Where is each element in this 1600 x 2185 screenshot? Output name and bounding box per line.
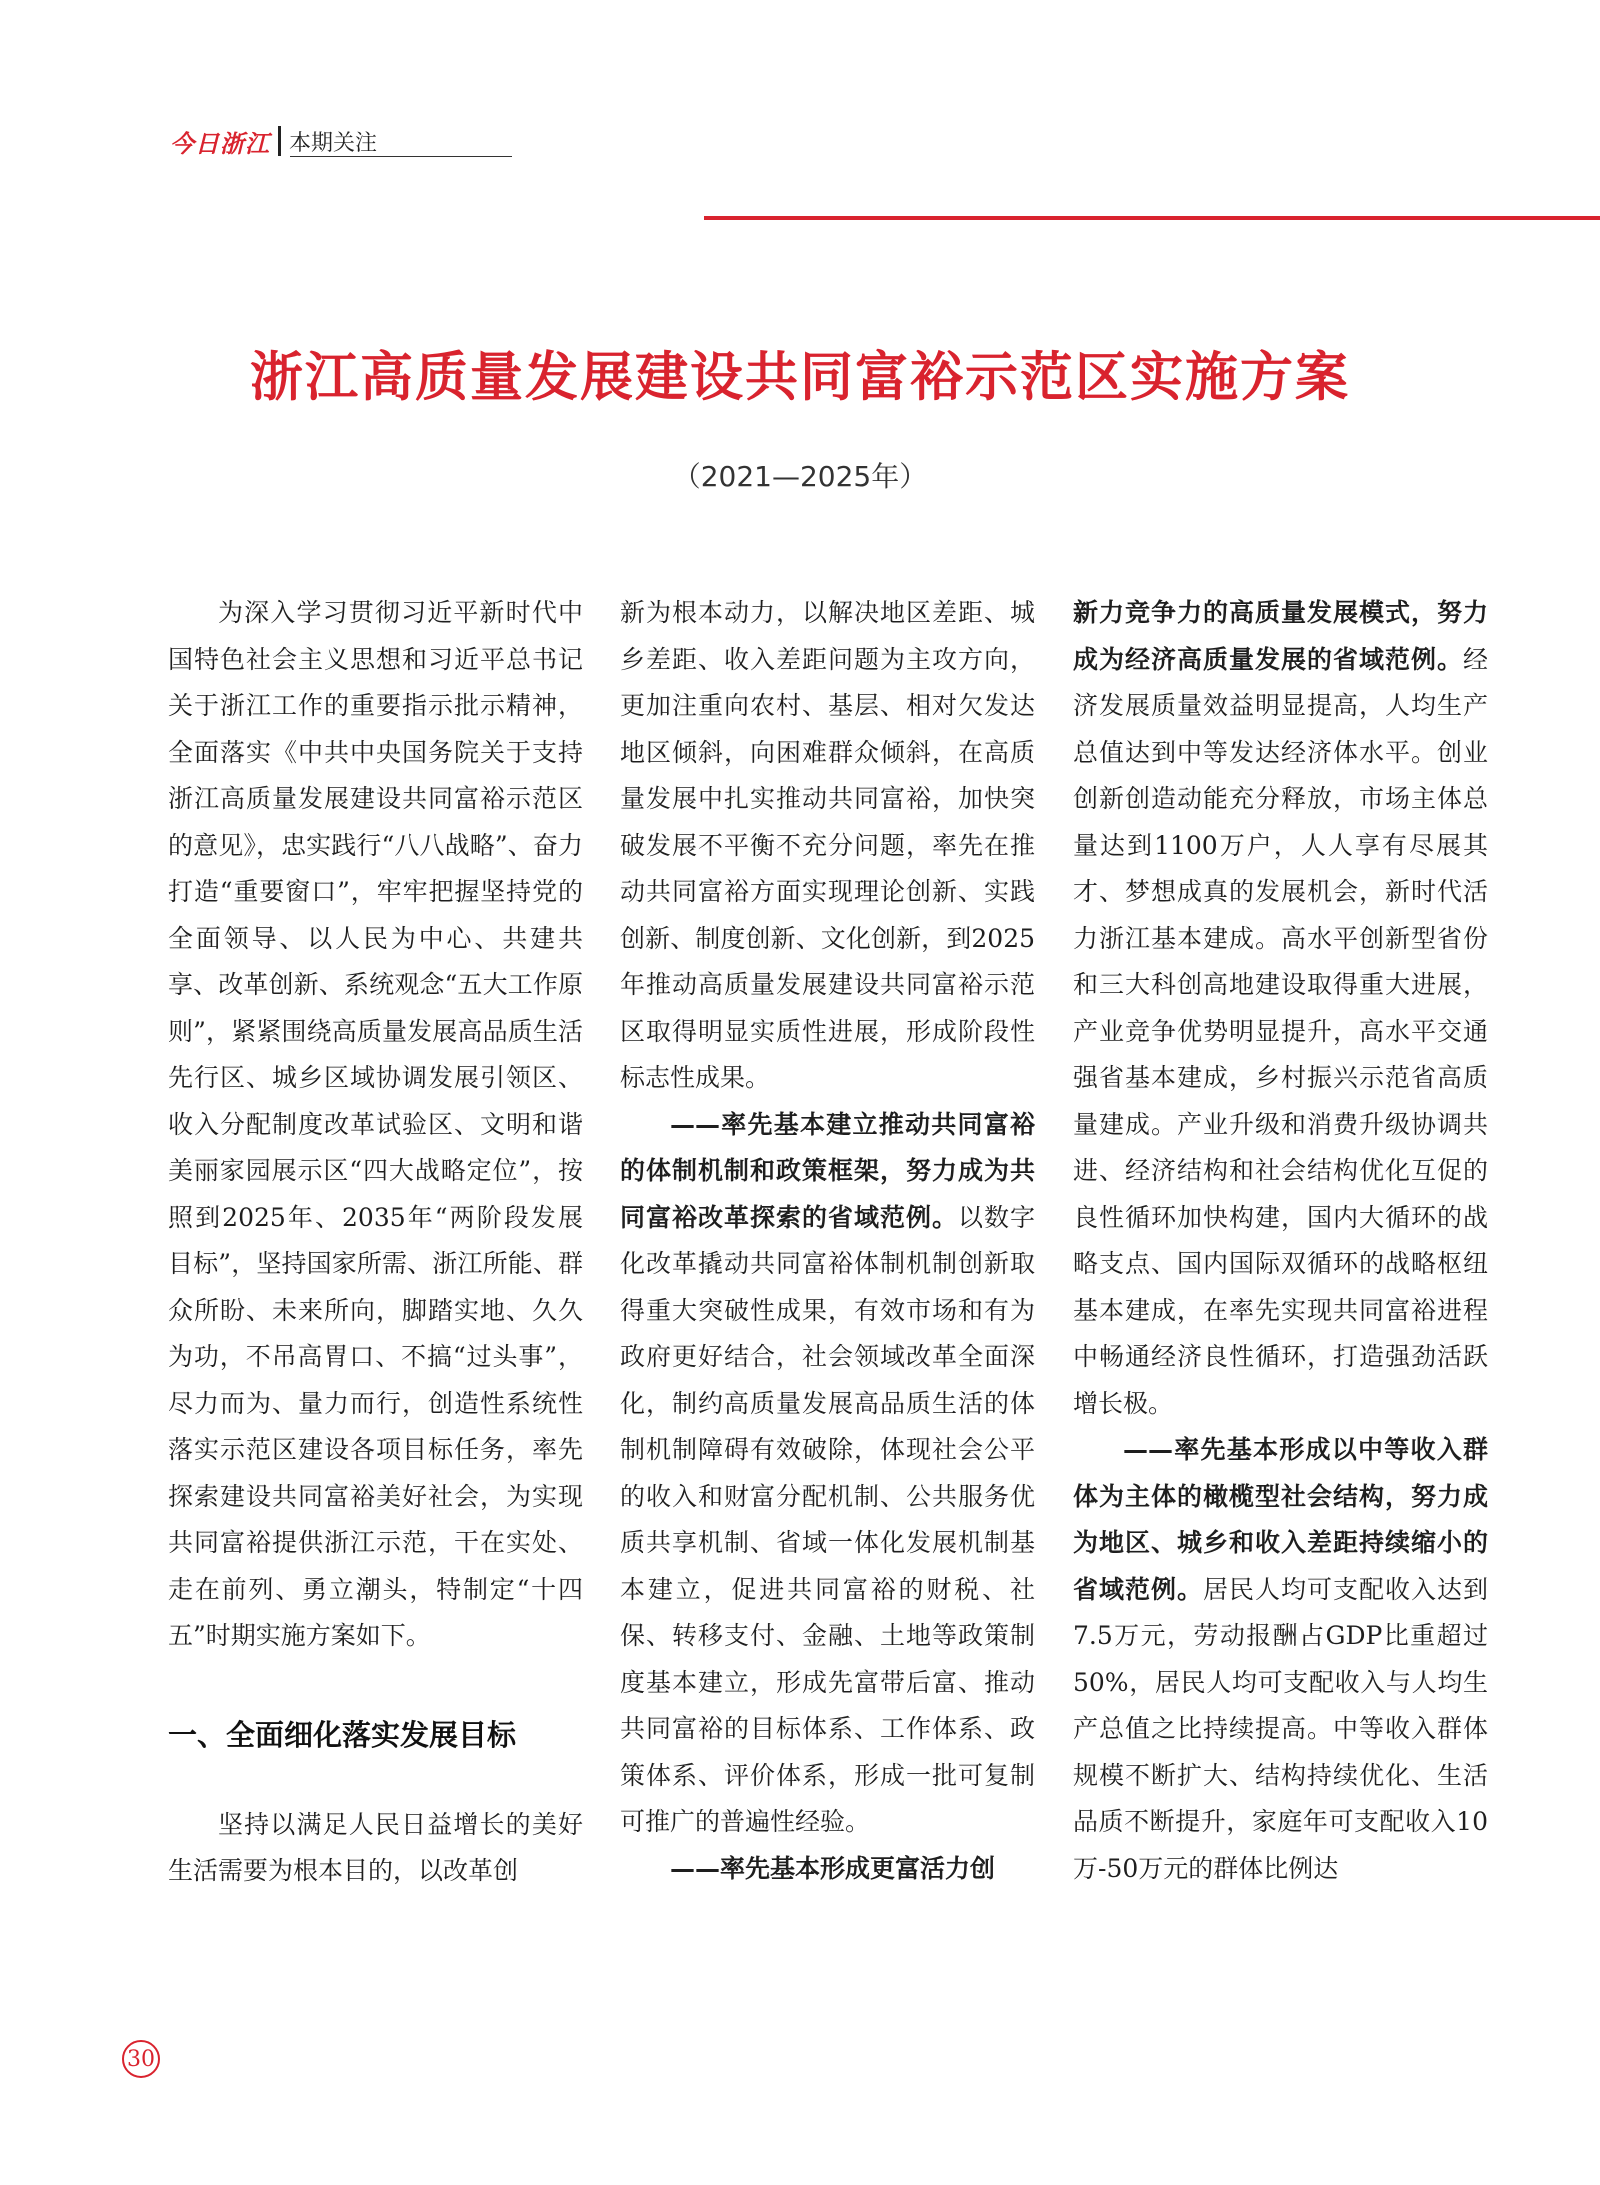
masthead-divider	[278, 126, 281, 156]
paragraph	[1073, 590, 1488, 1427]
page-number: 30	[122, 2040, 160, 2078]
magazine-logo: 今日浙江	[170, 128, 270, 158]
paragraph	[620, 1102, 1035, 1846]
column-2	[620, 590, 1035, 1892]
bold-lead: ——率先基本建立推动共同富裕的体制机制和政策框架，努力成为共同富裕改革探索的省域范例。	[620, 1109, 1035, 1232]
paragraph	[1073, 1427, 1488, 1892]
bold-lead: ——率先基本形成更富活力创	[670, 1853, 996, 1883]
article-title: 浙江高质量发展建设共同富裕示范区实施方案	[250, 346, 1350, 408]
masthead	[170, 124, 377, 158]
paragraph-text: 居民人均可支配收入达到7.5万元，劳动报酬占GDP比重超过50%，居民人均可支配收入与人均生产总值之比持续提高。中等收入群体规模不断扩大、结构持续优化、生活品质不断提升，家庭年可支配收入10万-50万元的群体比例达	[1073, 1574, 1488, 1883]
section-label: 本期关注	[289, 130, 378, 156]
bold-lead: 新力竞争力的高质量发展模式，努力成为经济高质量发展的省域范例。	[1073, 598, 1488, 674]
paragraph: 坚持以满足人民日益增长的美好生活需要为根本目的，以改革创	[168, 1809, 583, 1885]
paragraph-text: 以数字化改革撬动共同富裕体制机制创新取得重大突破性成果，有效市场和有为政府更好结合，社会领域改革全面深化，制约高质量发展高品质生活的体制机制障碍有效破除，体现社会公平的收入和财富分配机制、公共服务优质共享机制、省域一体化发展机制基本建立，促进共同富裕的财税、社保、转移支付、金融、土地等政策制度基本建立，形成先富带后富、推动共同富裕的目标体系、工作体系、政策体系、评价体系，形成一批可复制可推广的普遍性经验。	[620, 1202, 1035, 1836]
paragraph: 新为根本动力，以解决地区差距、城乡差距、收入差距问题为主攻方向，更加注重向农村、基层、相对欠发达地区倾斜，向困难群众倾斜，在高质量发展中扎实推动共同富裕，加快突破发展不平衡不充分问题，率先在推动共同富裕方面实现理论创新、实践创新、制度创新、文化创新，到2025年推动高质量发展建设共同富裕示范区取得明显实质性进展，形成阶段性标志性成果。	[620, 598, 1035, 1092]
paragraph-text: 经济发展质量效益明显提高，人均生产总值达到中等发达经济体水平。创业创新创造动能充分释放，市场主体总量达到1100万户，人人享有尽展其才、梦想成真的发展机会，新时代活力浙江基本建成。高水平创新型省份和三大科创高地建设取得重大进展，产业竞争优势明显提升，高水平交通强省基本建成，乡村振兴示范省高质量建成。产业升级和消费升级协调共进、经济结构和社会结构优化互促的良性循环加快构建，国内大循环的战略支点、国内国际双循环的战略枢纽基本建成，在率先实现共同富裕进程中畅通经济良性循环，打造强劲活跃增长极。	[1073, 644, 1488, 1418]
section-heading: 一、全面细化落实发展目标	[168, 1717, 517, 1752]
red-rule-divider	[704, 216, 1600, 220]
section-underline	[290, 156, 512, 157]
intro-paragraph: 为深入学习贯彻习近平新时代中国特色社会主义思想和习近平总书记关于浙江工作的重要指示批示精神，全面落实《中共中央国务院关于支持浙江高质量发展建设共同富裕示范区的意见》，忠实践行“八八战略”、奋力打造“重要窗口”，牢牢把握坚持党的全面领导、以人民为中心、共建共享、改革创新、系统观念“五大工作原则”，紧紧围绕高质量发展高品质生活先行区、城乡区域协调发展引领区、收入分配制度改革试验区、文明和谐美丽家园展示区“四大战略定位”，按照到2025年、2035年“两阶段发展目标”，坚持国家所需、浙江所能、群众所盼、未来所向，脚踏实地、久久为功，不吊高胃口、不搞“过头事”，尽力而为、量力而行，创造性系统性落实示范区建设各项目标任务，率先探索建设共同富裕美好社会，为实现共同富裕提供浙江示范，干在实处、走在前列、勇立潮头，特制定“十四五”时期实施方案如下。	[168, 598, 583, 1650]
column-3	[1073, 590, 1488, 1892]
article-subtitle: （2021—2025年）	[672, 460, 928, 493]
bold-lead: ——率先基本形成以中等收入群体为主体的橄榄型社会结构，努力成为地区、城乡和收入差距持续缩小的省域范例。	[1073, 1435, 1488, 1604]
column-1	[168, 590, 583, 1895]
